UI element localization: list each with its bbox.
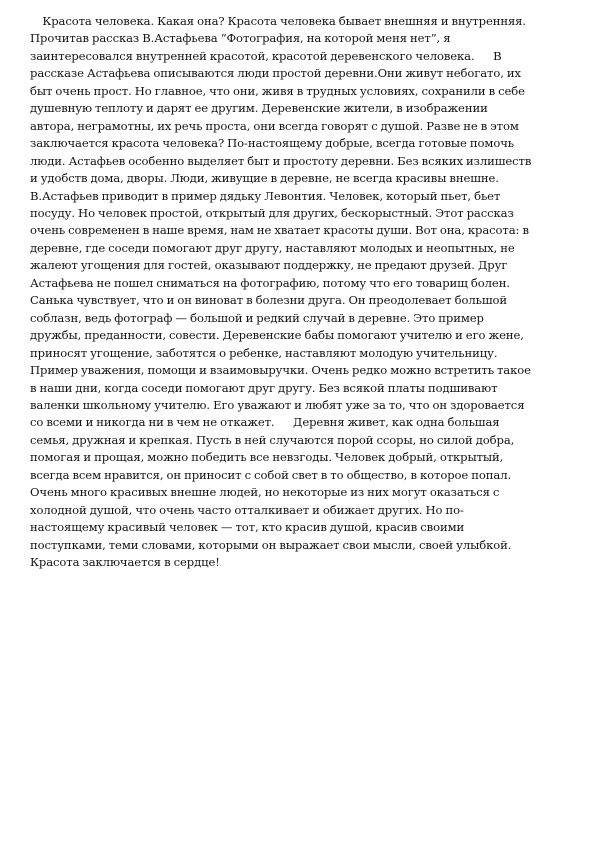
text-line: со всеми и никогда ни в чем не откажет. Деревня живет, как одна большая <box>30 415 500 430</box>
text-line: поступками, теми словами, которыми он выражает свои мысли, своей улыбкой. <box>30 537 512 552</box>
text-line: заключается красота человека? По-настоящему добрые, всегда готовые помочь <box>30 136 514 151</box>
text-line: приносят угощение, заботятся о ребенке, наставляют молодую учительницу. <box>30 345 498 360</box>
text-line: автора, неграмотны, их речь проста, они всегда говорят с душой. Разве не в этом <box>30 118 519 133</box>
text-line: Астафьева не пошел сниматься на фотографию, потому что его товарищ болен. <box>30 275 510 290</box>
text-line: соблазн, ведь фотограф — большой и редкий случай в деревне. Это пример <box>30 310 484 325</box>
text-line: Красота человека. Какая она? Красота человека бывает внешняя и внутренняя. <box>30 14 526 28</box>
text-line: холодной душой, что очень часто отталкивает и обижает других. Но по- <box>30 502 464 517</box>
text-line: очень современен в наше время, нам не хватает красоты души. Вот она, красота: в <box>30 223 529 238</box>
text-line: душевную теплоту и дарят ее другим. Деревенские жители, в изображении <box>30 101 488 116</box>
text-line: Красота заключается в сердце! <box>30 555 220 570</box>
text-line: посуду. Но человек простой, открытый для других, бескорыстный. Этот рассказ <box>30 205 514 220</box>
text-line: дружбы, преданности, совести. Деревенские бабы помогают учителю и его жене, <box>30 328 524 343</box>
text-line: семья, дружная и крепкая. Пусть в ней случаются порой ссоры, но силой добра, <box>30 432 515 447</box>
essay-text <box>30 13 570 572</box>
text-line: помогая и прощая, можно победить все невзгоды. Человек добрый, открытый, <box>30 450 504 465</box>
text-line: Санька чувствует, что и он виноват в болезни друга. Он преодолевает большой <box>30 293 508 308</box>
text-line: валенки школьному учителю. Его уважают и любят уже за то, что он здоровается <box>30 397 525 412</box>
text-line: и удобств дома, дворы. Люди, живущие в деревне, не всегда красивы внешне. <box>30 171 499 186</box>
text-line: жалеют угощения для гостей, оказывают поддержку, не предают друзей. Друг <box>30 258 508 273</box>
text-line: настоящему красивый человек — тот, кто красив душой, красив своими <box>30 520 465 535</box>
text-line: рассказе Астафьева описываются люди простой деревни.Они живут небогато, их <box>30 66 521 81</box>
text-line: всегда всем нравится, он приносит с собой свет в то общество, в которое попал. <box>30 467 512 482</box>
text-line: Прочитав рассказ В.Астафьева “Фотография, на которой меня нет”, я <box>30 31 451 46</box>
text-line: люди. Астафьев особенно выделяет быт и простоту деревни. Без всяких излишеств <box>30 153 532 168</box>
text-line: в наши дни, когда соседи помогают друг другу. Без всякой платы подшивают <box>30 380 498 395</box>
text-line: Пример уважения, помощи и взаимовыручки. Очень редко можно встретить такое <box>30 363 531 378</box>
text-line: Очень много красивых внешне людей, но некоторые из них могут оказаться с <box>30 485 500 500</box>
text-line: быт очень прост. Но главное, что они, живя в трудных условиях, сохранили в себе <box>30 83 525 98</box>
text-line: заинтересовался внутренней красотой, красотой деревенского человека. В <box>30 48 502 63</box>
text-line: В.Астафьев приводит в пример дядьку Левонтия. Человек, который пьет, бьет <box>30 188 501 203</box>
text-line: деревне, где соседи помогают друг другу, наставляют молодых и неопытных, не <box>30 240 515 255</box>
